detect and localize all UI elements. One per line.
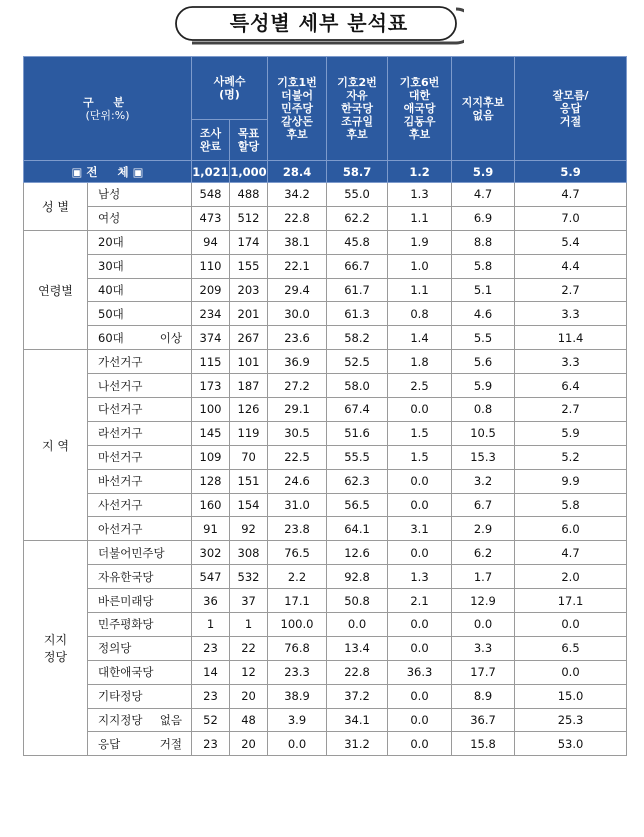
cell-value: 17.7 — [452, 660, 515, 684]
cell-value: 91 — [192, 517, 230, 541]
cell-value: 109 — [192, 445, 230, 469]
cell-value: 1.3 — [388, 183, 452, 207]
cell-value: 1 — [230, 613, 268, 637]
cell-value: 209 — [192, 278, 230, 302]
cell-value: 2.7 — [515, 278, 627, 302]
table-row — [24, 589, 627, 613]
row-label: 60대 이상 — [88, 326, 192, 350]
cell-value: 64.1 — [327, 517, 388, 541]
cell-value: 0.0 — [388, 541, 452, 565]
cell-value: 160 — [192, 493, 230, 517]
row-label: 사선거구 — [88, 493, 192, 517]
cell-value: 31.2 — [327, 732, 388, 756]
total-label: ▣ 전 체 ▣ — [24, 161, 192, 183]
cell-value: 23.8 — [268, 517, 327, 541]
cell-value: 76.8 — [268, 636, 327, 660]
cell-value: 13.4 — [327, 636, 388, 660]
cell-value: 22.5 — [268, 445, 327, 469]
cell-value: 3.2 — [452, 469, 515, 493]
row-label: 바선거구 — [88, 469, 192, 493]
cell-value: 38.1 — [268, 230, 327, 254]
row-label: 바른미래당 — [88, 589, 192, 613]
cell-value: 27.2 — [268, 374, 327, 398]
table-row — [24, 517, 627, 541]
table-row — [24, 230, 627, 254]
cell-value: 374 — [192, 326, 230, 350]
header-unit-label: (단위:%) — [85, 108, 130, 122]
total-value: 5.9 — [452, 161, 515, 183]
cell-value: 25.3 — [515, 708, 627, 732]
row-label: 라선거구 — [88, 421, 192, 445]
table-row — [24, 206, 627, 230]
cell-value: 22.1 — [268, 254, 327, 278]
cell-value: 30.5 — [268, 421, 327, 445]
cell-value: 62.2 — [327, 206, 388, 230]
cell-value: 473 — [192, 206, 230, 230]
cell-value: 1.4 — [388, 326, 452, 350]
row-label: 민주평화당 — [88, 613, 192, 637]
cell-value: 0.0 — [388, 708, 452, 732]
total-value: 1.2 — [388, 161, 452, 183]
cell-value: 20 — [230, 732, 268, 756]
cell-value: 61.3 — [327, 302, 388, 326]
cell-value: 11.4 — [515, 326, 627, 350]
cell-value: 2.0 — [515, 565, 627, 589]
cell-value: 94 — [192, 230, 230, 254]
cell-value: 3.1 — [388, 517, 452, 541]
cell-value: 187 — [230, 374, 268, 398]
total-value: 1,021 — [192, 161, 230, 183]
cell-value: 1.1 — [388, 206, 452, 230]
cell-value: 4.7 — [515, 183, 627, 207]
row-label: 40대 — [88, 278, 192, 302]
total-row — [24, 161, 627, 183]
row-label: 50대 — [88, 302, 192, 326]
cell-value: 2.9 — [452, 517, 515, 541]
table-row — [24, 469, 627, 493]
cell-value: 6.2 — [452, 541, 515, 565]
cell-value: 3.3 — [452, 636, 515, 660]
cell-value: 6.7 — [452, 493, 515, 517]
row-label: 응답 거절 — [88, 732, 192, 756]
header-candidate-1: 기호1번 더불어 민주당 갈상돈 후보 — [268, 57, 327, 161]
table-row — [24, 398, 627, 422]
row-label: 여성 — [88, 206, 192, 230]
cell-value: 76.5 — [268, 541, 327, 565]
cell-value: 155 — [230, 254, 268, 278]
table-row — [24, 183, 627, 207]
cell-value: 0.0 — [388, 398, 452, 422]
cell-value: 2.1 — [388, 589, 452, 613]
cell-value: 110 — [192, 254, 230, 278]
row-label: 20대 — [88, 230, 192, 254]
cell-value: 70 — [230, 445, 268, 469]
cell-value: 14 — [192, 660, 230, 684]
cell-value: 61.7 — [327, 278, 388, 302]
table-row — [24, 493, 627, 517]
cell-value: 145 — [192, 421, 230, 445]
cell-value: 6.5 — [515, 636, 627, 660]
cell-value: 12 — [230, 660, 268, 684]
cell-value: 100 — [192, 398, 230, 422]
cell-value: 174 — [230, 230, 268, 254]
row-label: 대한애국당 — [88, 660, 192, 684]
cell-value: 0.0 — [452, 613, 515, 637]
table-row — [24, 302, 627, 326]
cell-value: 62.3 — [327, 469, 388, 493]
cell-value: 0.0 — [388, 613, 452, 637]
header-no-support: 지지후보 없음 — [452, 57, 515, 161]
cell-value: 23 — [192, 732, 230, 756]
cell-value: 5.2 — [515, 445, 627, 469]
header-category-label: 구 분 — [82, 95, 133, 109]
row-label: 기타정당 — [88, 684, 192, 708]
cell-value: 2.5 — [388, 374, 452, 398]
cell-value: 0.8 — [388, 302, 452, 326]
cell-value: 115 — [192, 350, 230, 374]
cell-value: 4.6 — [452, 302, 515, 326]
total-value: 28.4 — [268, 161, 327, 183]
cell-value: 1.7 — [452, 565, 515, 589]
cell-value: 22.8 — [268, 206, 327, 230]
cell-value: 128 — [192, 469, 230, 493]
table-row — [24, 613, 627, 637]
header-candidate-2: 기호2번 자유 한국당 조규일 후보 — [327, 57, 388, 161]
cell-value: 4.7 — [515, 541, 627, 565]
cell-value: 267 — [230, 326, 268, 350]
cell-value: 23.6 — [268, 326, 327, 350]
cell-value: 488 — [230, 183, 268, 207]
cell-value: 52.5 — [327, 350, 388, 374]
cell-value: 29.1 — [268, 398, 327, 422]
cell-value: 36 — [192, 589, 230, 613]
cell-value: 234 — [192, 302, 230, 326]
cell-value: 24.6 — [268, 469, 327, 493]
row-label: 아선거구 — [88, 517, 192, 541]
cell-value: 50.8 — [327, 589, 388, 613]
cell-value: 1.5 — [388, 445, 452, 469]
header-completed: 조사 완료 — [192, 120, 230, 161]
cell-value: 8.9 — [452, 684, 515, 708]
total-value: 5.9 — [515, 161, 627, 183]
cell-value: 1.3 — [388, 565, 452, 589]
table-row — [24, 445, 627, 469]
cell-value: 0.0 — [388, 684, 452, 708]
row-label: 자유한국당 — [88, 565, 192, 589]
cell-value: 34.1 — [327, 708, 388, 732]
cell-value: 0.0 — [515, 660, 627, 684]
cell-value: 17.1 — [268, 589, 327, 613]
header-unsure: 잘모름/ 응답 거절 — [515, 57, 627, 161]
title-banner — [174, 5, 464, 45]
cell-value: 1.0 — [388, 254, 452, 278]
cell-value: 0.0 — [388, 469, 452, 493]
table-row — [24, 254, 627, 278]
cell-value: 1.9 — [388, 230, 452, 254]
cell-value: 308 — [230, 541, 268, 565]
row-label: 지지정당 없음 — [88, 708, 192, 732]
table-row — [24, 684, 627, 708]
cell-value: 1.8 — [388, 350, 452, 374]
cell-value: 126 — [230, 398, 268, 422]
cell-value: 23 — [192, 684, 230, 708]
cell-value: 0.0 — [515, 613, 627, 637]
cell-value: 512 — [230, 206, 268, 230]
cell-value: 6.0 — [515, 517, 627, 541]
cell-value: 36.3 — [388, 660, 452, 684]
cell-value: 51.6 — [327, 421, 388, 445]
cell-value: 9.9 — [515, 469, 627, 493]
cell-value: 67.4 — [327, 398, 388, 422]
cell-value: 3.9 — [268, 708, 327, 732]
header-row-main — [24, 57, 627, 120]
cell-value: 5.8 — [515, 493, 627, 517]
cell-value: 66.7 — [327, 254, 388, 278]
cell-value: 34.2 — [268, 183, 327, 207]
row-label: 마선거구 — [88, 445, 192, 469]
cell-value: 532 — [230, 565, 268, 589]
cell-value: 23 — [192, 636, 230, 660]
row-label: 남성 — [88, 183, 192, 207]
cell-value: 3.3 — [515, 350, 627, 374]
cell-value: 201 — [230, 302, 268, 326]
table-row — [24, 421, 627, 445]
cell-value: 5.9 — [515, 421, 627, 445]
cell-value: 29.4 — [268, 278, 327, 302]
cell-value: 17.1 — [515, 589, 627, 613]
cell-value: 154 — [230, 493, 268, 517]
cell-value: 119 — [230, 421, 268, 445]
cell-value: 38.9 — [268, 684, 327, 708]
cell-value: 53.0 — [515, 732, 627, 756]
group-label: 연령별 — [24, 230, 88, 349]
cell-value: 547 — [192, 565, 230, 589]
table-row — [24, 636, 627, 660]
cell-value: 55.0 — [327, 183, 388, 207]
cell-value: 5.8 — [452, 254, 515, 278]
table-row — [24, 708, 627, 732]
table-row — [24, 278, 627, 302]
cell-value: 2.7 — [515, 398, 627, 422]
row-label: 30대 — [88, 254, 192, 278]
cell-value: 58.2 — [327, 326, 388, 350]
cell-value: 0.0 — [388, 732, 452, 756]
cell-value: 12.9 — [452, 589, 515, 613]
table-row — [24, 565, 627, 589]
header-cases: 사례수 (명) — [192, 57, 268, 120]
cell-value: 10.5 — [452, 421, 515, 445]
group-label: 지지 정당 — [24, 541, 88, 756]
cell-value: 45.8 — [327, 230, 388, 254]
page-title: 특성별 세부 분석표 — [229, 11, 409, 35]
cell-value: 1.1 — [388, 278, 452, 302]
cell-value: 302 — [192, 541, 230, 565]
cell-value: 20 — [230, 684, 268, 708]
table-row — [24, 374, 627, 398]
cell-value: 15.0 — [515, 684, 627, 708]
cell-value: 203 — [230, 278, 268, 302]
cell-value: 101 — [230, 350, 268, 374]
cell-value: 5.9 — [452, 374, 515, 398]
cell-value: 52 — [192, 708, 230, 732]
cell-value: 151 — [230, 469, 268, 493]
cell-value: 58.0 — [327, 374, 388, 398]
cell-value: 55.5 — [327, 445, 388, 469]
cell-value: 0.8 — [452, 398, 515, 422]
total-value: 1,000 — [230, 161, 268, 183]
cell-value: 37.2 — [327, 684, 388, 708]
cell-value: 30.0 — [268, 302, 327, 326]
cell-value: 5.6 — [452, 350, 515, 374]
cell-value: 36.9 — [268, 350, 327, 374]
cell-value: 3.3 — [515, 302, 627, 326]
cell-value: 12.6 — [327, 541, 388, 565]
cell-value: 92.8 — [327, 565, 388, 589]
header-candidate-6: 기호6번 대한 애국당 김동우 후보 — [388, 57, 452, 161]
group-label: 지 역 — [24, 350, 88, 541]
cell-value: 56.5 — [327, 493, 388, 517]
cell-value: 8.8 — [452, 230, 515, 254]
cell-value: 5.1 — [452, 278, 515, 302]
total-value: 58.7 — [327, 161, 388, 183]
table-row — [24, 541, 627, 565]
cell-value: 7.0 — [515, 206, 627, 230]
cell-value: 15.8 — [452, 732, 515, 756]
header-category — [24, 57, 192, 161]
row-label: 더불어민주당 — [88, 541, 192, 565]
row-label: 정의당 — [88, 636, 192, 660]
group-label: 성 별 — [24, 183, 88, 231]
row-label: 가선거구 — [88, 350, 192, 374]
cell-value: 100.0 — [268, 613, 327, 637]
cell-value: 6.4 — [515, 374, 627, 398]
header-target: 목표 할당 — [230, 120, 268, 161]
cell-value: 6.9 — [452, 206, 515, 230]
cell-value: 48 — [230, 708, 268, 732]
analysis-table — [23, 56, 627, 756]
row-label: 다선거구 — [88, 398, 192, 422]
cell-value: 0.0 — [388, 493, 452, 517]
cell-value: 173 — [192, 374, 230, 398]
cell-value: 37 — [230, 589, 268, 613]
cell-value: 548 — [192, 183, 230, 207]
cell-value: 0.0 — [327, 613, 388, 637]
cell-value: 23.3 — [268, 660, 327, 684]
cell-value: 0.0 — [268, 732, 327, 756]
cell-value: 4.7 — [452, 183, 515, 207]
cell-value: 31.0 — [268, 493, 327, 517]
table-row — [24, 350, 627, 374]
table-row — [24, 326, 627, 350]
table-row — [24, 732, 627, 756]
cell-value: 22 — [230, 636, 268, 660]
cell-value: 1.5 — [388, 421, 452, 445]
cell-value: 2.2 — [268, 565, 327, 589]
table-row — [24, 660, 627, 684]
cell-value: 0.0 — [388, 636, 452, 660]
cell-value: 1 — [192, 613, 230, 637]
cell-value: 15.3 — [452, 445, 515, 469]
cell-value: 22.8 — [327, 660, 388, 684]
cell-value: 4.4 — [515, 254, 627, 278]
cell-value: 5.4 — [515, 230, 627, 254]
row-label: 나선거구 — [88, 374, 192, 398]
cell-value: 92 — [230, 517, 268, 541]
cell-value: 36.7 — [452, 708, 515, 732]
cell-value: 5.5 — [452, 326, 515, 350]
